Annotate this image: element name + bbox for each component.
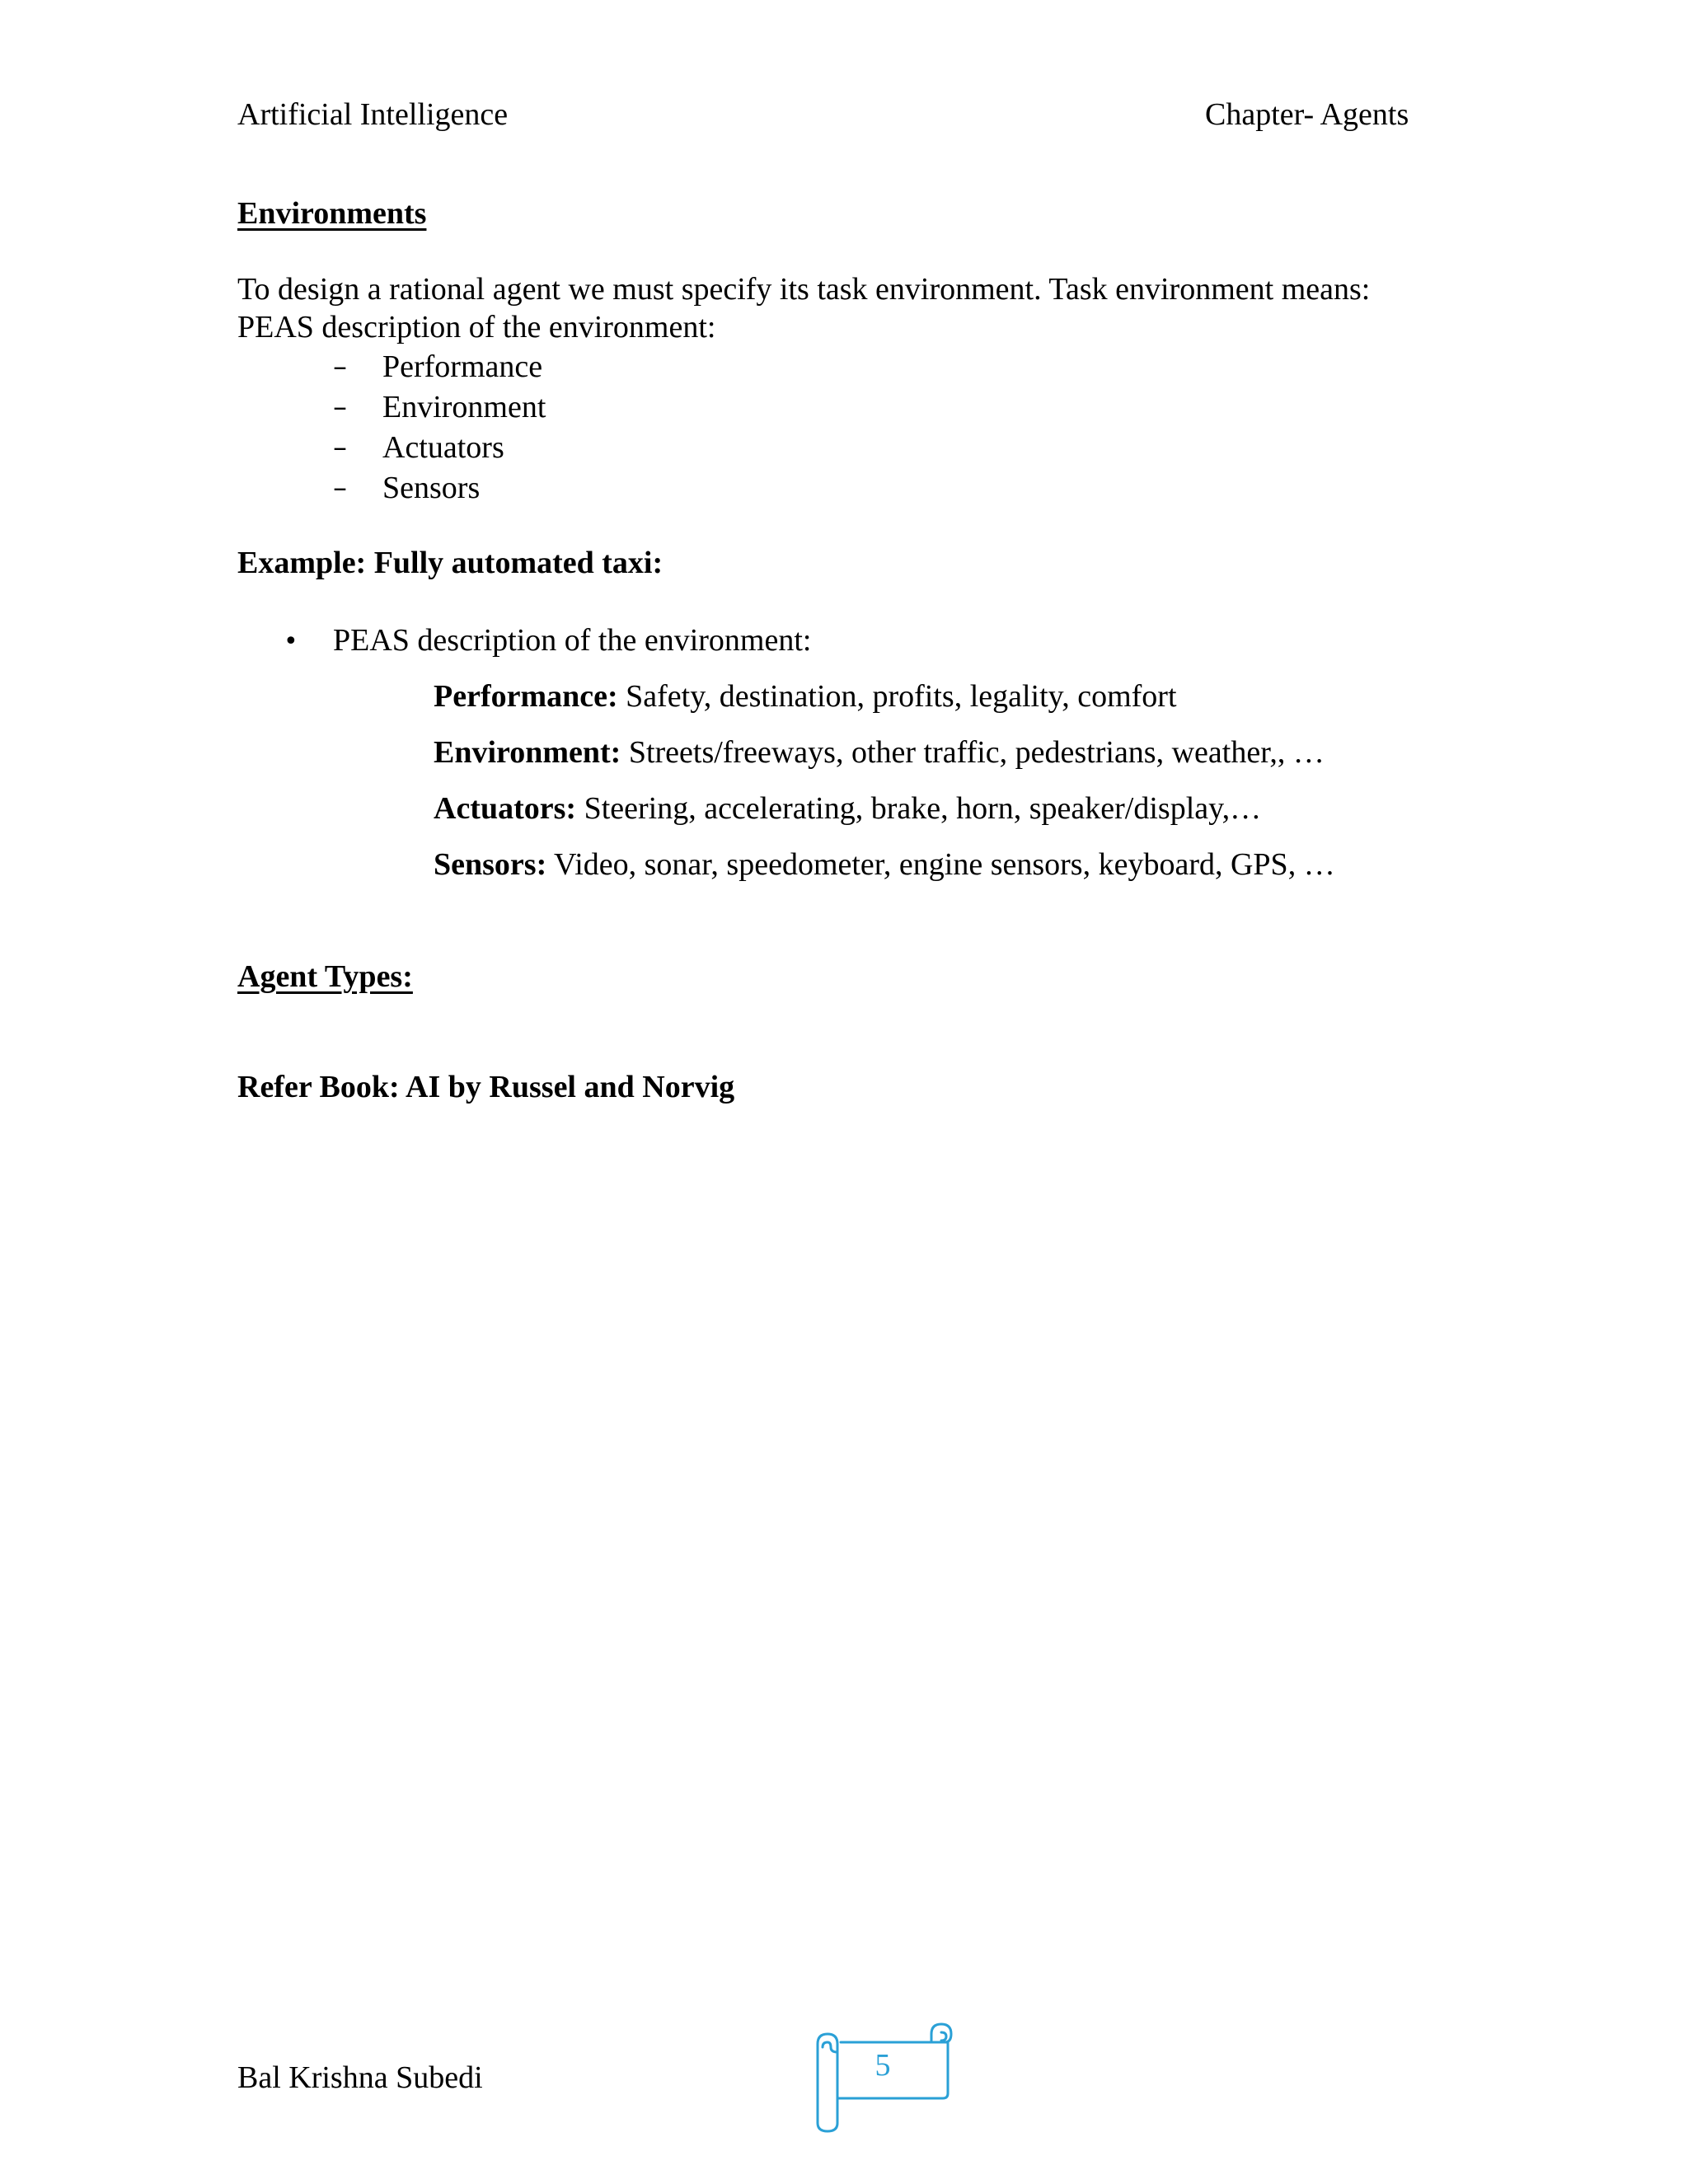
header-chapter: Chapter- Agents [1205,97,1409,132]
bullet-marker: • [284,627,298,656]
peas-value: Streets/freeways, other traffic, pedestrians, weather,, … [621,735,1325,770]
peas-row-performance [434,679,1177,715]
peas-value: Video, sonar, speedometer, engine sensors, keyboard, GPS, … [546,847,1335,882]
peas-value: Safety, destination, profits, legality, comfort [617,679,1177,714]
peas-row-sensors [434,847,1335,883]
page-number-badge [808,2011,958,2135]
peas-value: Steering, accelerating, brake, horn, speaker/display,… [576,791,1262,826]
bullet-text: PEAS description of the environment: [333,623,812,658]
example-heading: Example: Fully automated taxi: [237,546,663,580]
dash-marker: – [333,350,347,383]
list-item-performance: Performance [382,349,543,384]
dash-marker: – [333,471,347,504]
footer-author: Bal Krishna Subedi [237,2060,483,2095]
list-item-environment: Environment [382,390,546,424]
list-item-sensors: Sensors [382,471,481,505]
intro-line-1: To design a rational agent we must specify its task environment. Task environment means: [237,272,1371,307]
reference-note: Refer Book: AI by Russel and Norvig [237,1070,735,1104]
section-heading-agent-types: Agent Types: [237,959,413,994]
peas-row-actuators [434,791,1261,827]
list-item-actuators: Actuators [382,430,504,465]
peas-label: Environment: [434,735,621,770]
header-title: Artificial Intelligence [237,97,509,132]
peas-row-environment [434,735,1325,771]
section-heading-environments: Environments [237,196,427,231]
page-number: 5 [874,2048,891,2083]
peas-label: Sensors: [434,847,547,882]
dash-marker: – [333,391,347,424]
peas-label: Performance: [434,679,618,714]
dash-marker: – [333,431,347,464]
intro-line-2: PEAS description of the environment: [237,310,716,344]
peas-label: Actuators: [434,791,577,826]
